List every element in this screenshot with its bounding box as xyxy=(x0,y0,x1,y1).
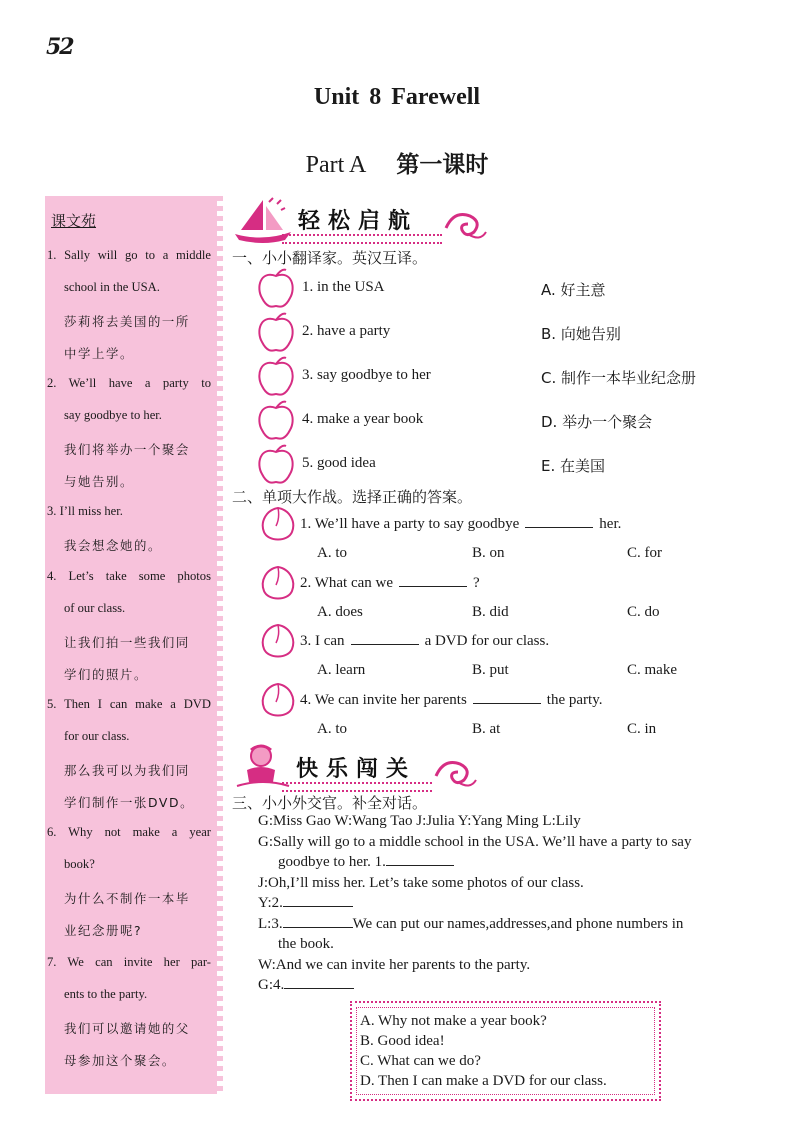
question-text: 2. What can we xyxy=(300,575,394,591)
sidebar-line: school in the USA. xyxy=(64,280,160,294)
sidebar-line: 让我们拍一些我们同 xyxy=(64,635,190,650)
apple-answer-icon[interactable] xyxy=(256,266,296,310)
banner-title-1: 轻松启航 xyxy=(298,209,419,234)
translation-item: 5. good idea xyxy=(302,455,376,471)
sidebar-line: of our class. xyxy=(64,601,126,615)
choice-option[interactable]: B. did xyxy=(472,604,509,620)
question-3 xyxy=(300,633,549,650)
dialogue-line: G:Sally will go to a middle school in the USA. We’ll have a party to say xyxy=(258,834,692,850)
dialogue-line xyxy=(258,977,354,994)
section3-heading: 三、小小外交官。补全对话。 xyxy=(232,794,428,812)
page-number: 52 xyxy=(46,34,73,60)
answer-blank[interactable] xyxy=(351,643,419,645)
translation-option: E. 在美国 xyxy=(541,457,606,475)
dialogue-line: W:And we can invite her parents to the party. xyxy=(258,957,531,973)
sidebar-line: book? xyxy=(64,857,95,871)
translation-option: B. 向她告别 xyxy=(541,325,621,343)
dialogue-line xyxy=(258,916,683,933)
dialogue-text: goodbye to her. 1. xyxy=(278,854,386,870)
dialogue-line: the book. xyxy=(278,936,334,952)
sidebar-line: 我们可以邀请她的父 xyxy=(64,1021,190,1036)
section2-heading: 二、单项大作战。选择正确的答案。 xyxy=(232,488,473,506)
choice-option: A. Why not make a year book? xyxy=(360,1013,547,1029)
peach-answer-icon[interactable] xyxy=(258,563,298,603)
swirl-decoration-icon xyxy=(440,204,488,244)
dialogue-text: G:4. xyxy=(258,977,285,993)
sidebar-line: 3. I’ll miss her. xyxy=(47,504,123,518)
sidebar-line: 1. Sally will go to a middle xyxy=(47,248,211,262)
question-text: the party. xyxy=(546,692,603,708)
part-label: Part A xyxy=(305,152,367,178)
translation-option: D. 举办一个聚会 xyxy=(541,413,653,431)
sidebar-line: 与她告别。 xyxy=(64,474,134,489)
sidebar-line: 中学上学。 xyxy=(64,346,134,361)
peach-answer-icon[interactable] xyxy=(258,504,298,544)
unit-title: Unit 8 Farewell xyxy=(313,84,481,110)
banner-underline-1 xyxy=(282,234,442,244)
choice-option: C. What can we do? xyxy=(360,1053,481,1069)
part-title xyxy=(0,146,794,179)
sidebar-heading: 课文苑 xyxy=(51,212,97,230)
sidebar-line: 学们制作一张DVD。 xyxy=(64,795,195,810)
answer-blank[interactable] xyxy=(473,702,541,704)
sidebar-line: 我们将举办一个聚会 xyxy=(64,442,190,457)
translation-option: C. 制作一本毕业纪念册 xyxy=(541,369,697,387)
choice-option[interactable]: C. make xyxy=(627,662,677,678)
sidebar-line: ents to the party. xyxy=(64,987,148,1001)
question-text: a DVD for our class. xyxy=(424,633,550,649)
dialogue-text: We can put our names,addresses,and phone numbers in xyxy=(352,916,684,932)
sidebar-line: 莎莉将去美国的一所 xyxy=(64,314,190,329)
question-text: 3. I can xyxy=(300,633,345,649)
sidebar-line: 为什么不制作一本毕 xyxy=(64,891,190,906)
translation-item: 3. say goodbye to her xyxy=(302,367,431,383)
peach-answer-icon[interactable] xyxy=(258,680,298,720)
apple-answer-icon[interactable] xyxy=(256,354,296,398)
apple-answer-icon[interactable] xyxy=(256,310,296,354)
sidebar-line: 6. Why not make a year xyxy=(47,825,211,839)
sidebar-line: 学们的照片。 xyxy=(64,667,148,682)
dialogue-line xyxy=(278,854,454,871)
sidebar-line: 那么我可以为我们同 xyxy=(64,763,190,778)
question-text: 4. We can invite her parents xyxy=(300,692,467,708)
peach-answer-icon[interactable] xyxy=(258,621,298,661)
choice-option[interactable]: B. at xyxy=(472,721,501,737)
sidebar-line: 7. We can invite her par- xyxy=(47,955,211,969)
sidebar-line: say goodbye to her. xyxy=(64,408,162,422)
dialogue-text: Y:2. xyxy=(258,895,283,911)
choice-option: B. Good idea! xyxy=(360,1033,445,1049)
section1-heading: 一、小小翻译家。英汉互译。 xyxy=(232,249,428,267)
sidebar-line: 4. Let’s take some photos xyxy=(47,569,211,583)
question-text: ? xyxy=(473,575,480,591)
choice-option[interactable]: C. in xyxy=(627,721,657,737)
question-4 xyxy=(300,692,602,709)
sidebar-line: 母参加这个聚会。 xyxy=(64,1053,176,1068)
dialogue-text: L:3. xyxy=(258,916,283,932)
translation-item: 4. make a year book xyxy=(302,411,424,427)
choice-option[interactable]: B. on xyxy=(472,545,505,561)
answer-blank-4[interactable] xyxy=(284,987,354,989)
choice-option[interactable]: A. to xyxy=(317,545,347,561)
sidebar-line: 5. Then I can make a DVD xyxy=(47,697,211,711)
dialogue-line xyxy=(258,895,353,912)
sidebar-line: 业纪念册呢? xyxy=(64,923,143,938)
choice-option[interactable]: C. for xyxy=(627,545,662,561)
question-text: 1. We’ll have a party to say goodbye xyxy=(300,516,520,532)
answer-blank-2[interactable] xyxy=(283,905,353,907)
apple-answer-icon[interactable] xyxy=(256,398,296,442)
translation-item: 2. have a party xyxy=(302,323,391,339)
lesson-label: 第一课时 xyxy=(396,152,489,178)
answer-blank[interactable] xyxy=(525,526,593,528)
sidebar-line: 2. We’ll have a party to xyxy=(47,376,211,390)
sidebar-line: 我会想念她的。 xyxy=(64,538,162,553)
question-1 xyxy=(300,516,621,533)
banner-title-2: 快乐闯关 xyxy=(296,757,417,782)
translation-option: A. 好主意 xyxy=(541,281,606,299)
choice-option[interactable]: A. to xyxy=(317,721,347,737)
banner-underline-2 xyxy=(282,782,432,792)
apple-answer-icon[interactable] xyxy=(256,442,296,486)
translation-item: 1. in the USA xyxy=(302,279,385,295)
choice-option: D. Then I can make a DVD for our class. xyxy=(360,1073,607,1089)
answer-blank-1[interactable] xyxy=(386,864,454,866)
choice-option[interactable]: A. does xyxy=(317,604,363,620)
swirl-decoration-icon xyxy=(430,752,478,792)
question-text: her. xyxy=(599,516,622,532)
choice-option[interactable]: A. learn xyxy=(317,662,366,678)
choice-option[interactable]: C. do xyxy=(627,604,660,620)
answer-blank[interactable] xyxy=(399,585,467,587)
choice-option[interactable]: B. put xyxy=(472,662,509,678)
dialogue-roles: G:Miss Gao W:Wang Tao J:Julia Y:Yang Ming L:Lily xyxy=(258,813,581,829)
sidebar-line: for our class. xyxy=(64,729,130,743)
answer-blank-3[interactable] xyxy=(283,926,353,928)
question-2 xyxy=(300,575,480,592)
dialogue-line: J:Oh,I’ll miss her. Let’s take some photos of our class. xyxy=(258,875,584,891)
